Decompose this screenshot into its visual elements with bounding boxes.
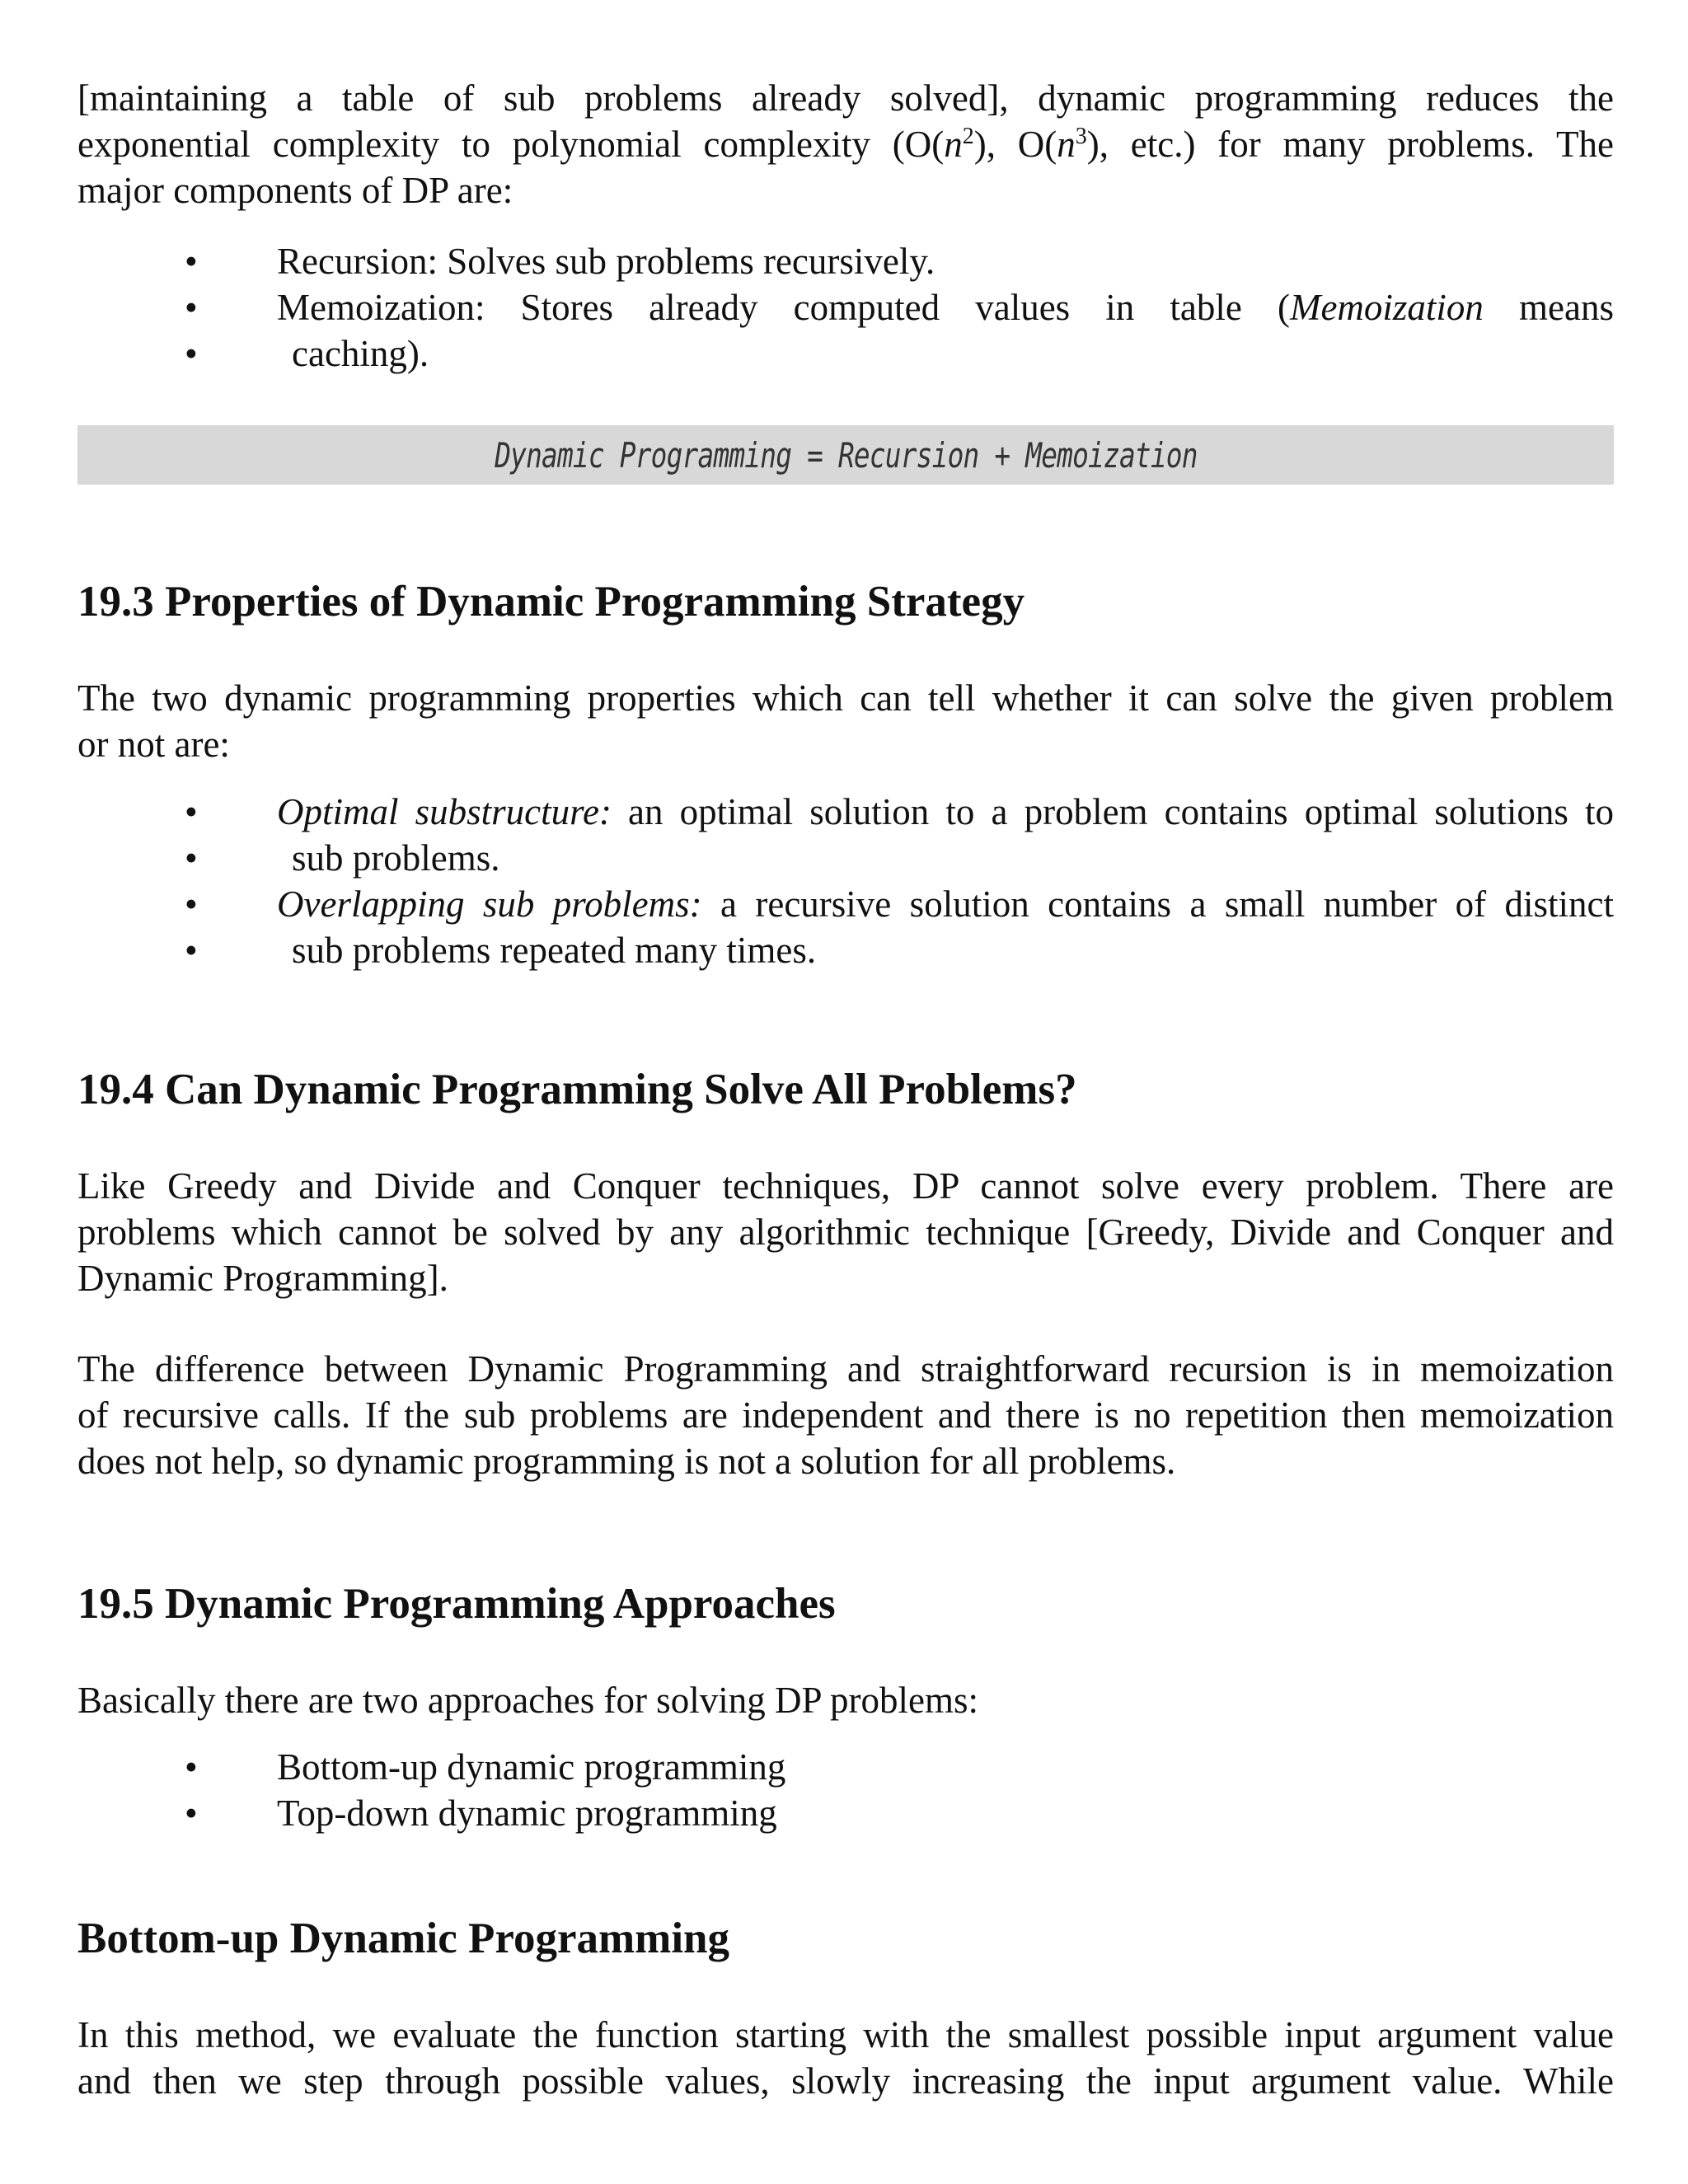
- bottom-up-paragraph: [77, 2012, 1614, 2104]
- section-heading-19-3: 19.3 Properties of Dynamic Programming Strategy: [77, 578, 1025, 626]
- list-item-continuation: • sub problems repeated many times.: [77, 927, 1614, 973]
- section-heading-19-4: 19.4 Can Dynamic Programming Solve All Problems?: [77, 1066, 1077, 1113]
- properties-list: [77, 789, 1614, 973]
- paragraph-line: Dynamic Programming].: [77, 1258, 448, 1299]
- paragraph-line: problems which cannot be solved by any algorithmic technique [Greedy, Divide and Conquer and: [77, 1212, 1614, 1253]
- section-19-5-paragraph: [77, 1677, 1614, 1723]
- paragraph-line: or not are:: [77, 724, 230, 765]
- paragraph-line: Like Greedy and Divide and Conquer techniques, DP cannot solve every problem. There are: [77, 1165, 1614, 1207]
- approaches-list: [77, 1744, 1614, 1836]
- list-item: • Memoization: Stores already computed values in table (Memoization means: [77, 284, 1614, 330]
- list-item: • Optimal substructure: an optimal solution to a problem contains optimal solutions to: [77, 789, 1614, 835]
- section-19-3-paragraph: [77, 675, 1614, 767]
- dp-components-list: [77, 238, 1614, 377]
- formula-banner: [77, 425, 1614, 485]
- intro-paragraph: [77, 75, 1614, 213]
- list-item: • Overlapping sub problems: a recursive solution contains a small number of distinct: [77, 881, 1614, 927]
- intro-line-3: major components of DP are:: [77, 170, 513, 211]
- paragraph-line: of recursive calls. If the sub problems are independent and there is no repetition then memoization: [77, 1394, 1614, 1436]
- formula-text: Dynamic Programming = Recursion + Memoization: [494, 434, 1198, 476]
- section-heading-bottom-up: Bottom-up Dynamic Programming: [77, 1915, 730, 1962]
- paragraph-line: does not help, so dynamic programming is not a solution for all problems.: [77, 1441, 1176, 1482]
- list-item-continuation: • caching).: [77, 330, 1614, 377]
- paragraph-line: Basically there are two approaches for solving DP problems:: [77, 1680, 979, 1721]
- intro-line-1: [maintaining a table of sub problems already solved], dynamic programming reduces the: [77, 77, 1614, 119]
- paragraph-line: and then we step through possible values, slowly increasing the input argument value. While: [77, 2060, 1614, 2102]
- paragraph-line: The two dynamic programming properties which can tell whether it can solve the given problem: [77, 677, 1614, 719]
- list-item: • Bottom-up dynamic programming: [77, 1744, 1614, 1790]
- intro-line-2: exponential complexity to polynomial complexity ($O(n^2)$, $O(n^3)$, etc.) for many problems. The: [77, 124, 1614, 165]
- paragraph-line: The difference between Dynamic Programming and straightforward recursion is in memoization: [77, 1348, 1614, 1390]
- section-heading-19-5: 19.5 Dynamic Programming Approaches: [77, 1580, 836, 1628]
- section-19-4-paragraph-2: [77, 1346, 1614, 1484]
- paragraph-line: In this method, we evaluate the function starting with the smallest possible input argument value: [77, 2014, 1614, 2055]
- section-19-4-paragraph-1: [77, 1163, 1614, 1301]
- list-item-continuation: • sub problems.: [77, 835, 1614, 881]
- list-item: • Top-down dynamic programming: [77, 1790, 1614, 1836]
- list-item: • Recursion: Solves sub problems recursively.: [77, 238, 1614, 284]
